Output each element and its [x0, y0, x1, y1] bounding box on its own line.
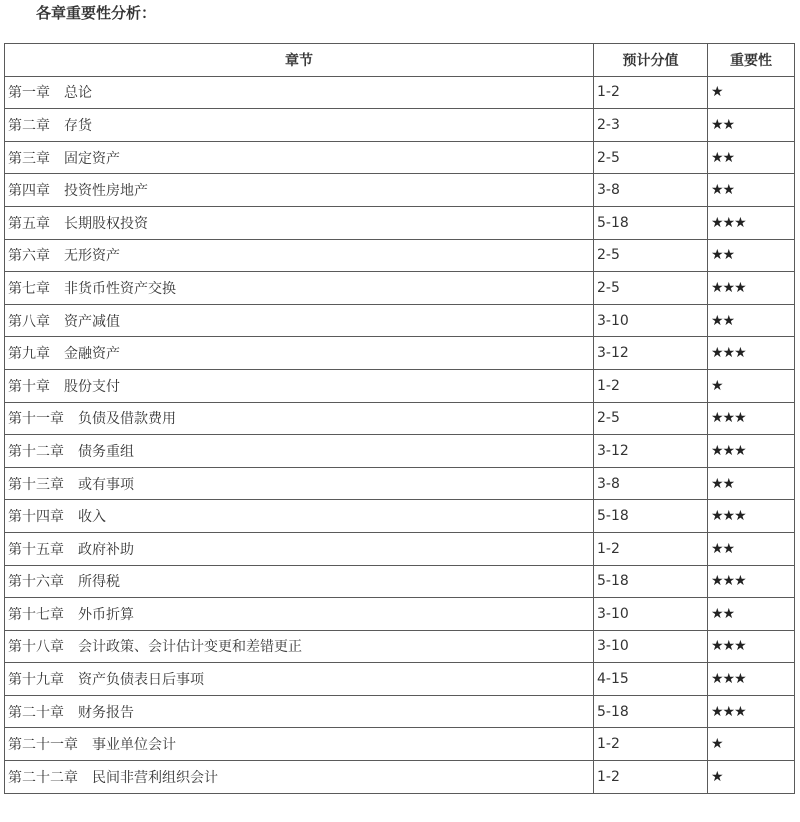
chapter-cell: 第七章 非货币性资产交换	[5, 272, 594, 305]
chapter-cell: 第十八章 会计政策、会计估计变更和差错更正	[5, 630, 594, 663]
chapter-cell: 第一章 总论	[5, 76, 594, 109]
importance-cell	[708, 174, 795, 207]
importance-cell	[708, 76, 795, 109]
page-title: 各章重要性分析：	[36, 4, 157, 22]
score-cell: 5-18	[594, 206, 708, 239]
table-row	[5, 500, 795, 533]
star-rating-icon: ★	[711, 736, 723, 753]
table-row	[5, 369, 795, 402]
importance-cell	[708, 695, 795, 728]
table-row	[5, 304, 795, 337]
star-rating-icon: ★★★	[711, 573, 746, 590]
star-rating-icon: ★	[711, 768, 723, 785]
score-cell: 1-2	[594, 532, 708, 565]
star-rating-icon: ★	[711, 84, 723, 101]
star-rating-icon: ★★★	[711, 638, 746, 655]
importance-cell	[708, 272, 795, 305]
table-row	[5, 76, 795, 109]
chapter-cell: 第二十二章 民间非营利组织会计	[5, 761, 594, 794]
table-row	[5, 467, 795, 500]
chapter-cell: 第十二章 债务重组	[5, 435, 594, 468]
importance-cell	[708, 565, 795, 598]
score-cell: 5-18	[594, 500, 708, 533]
score-cell: 2-5	[594, 239, 708, 272]
chapter-cell: 第十六章 所得税	[5, 565, 594, 598]
table-body	[5, 76, 795, 793]
table-header-row	[5, 44, 795, 77]
importance-cell	[708, 206, 795, 239]
importance-cell	[708, 109, 795, 142]
score-cell: 3-8	[594, 174, 708, 207]
score-cell: 1-2	[594, 76, 708, 109]
chapter-cell: 第二十一章 事业单位会计	[5, 728, 594, 761]
score-cell: 1-2	[594, 728, 708, 761]
importance-cell	[708, 500, 795, 533]
score-cell: 5-18	[594, 695, 708, 728]
star-rating-icon: ★★★	[711, 442, 746, 459]
chapter-importance-table	[4, 43, 795, 794]
importance-cell	[708, 141, 795, 174]
table-row	[5, 565, 795, 598]
chapter-cell: 第三章 固定资产	[5, 141, 594, 174]
table-row	[5, 532, 795, 565]
column-header-importance: 重要性	[708, 44, 795, 77]
table-row	[5, 435, 795, 468]
table-row	[5, 402, 795, 435]
importance-cell	[708, 402, 795, 435]
chapter-cell: 第十九章 资产负债表日后事项	[5, 663, 594, 696]
chapter-cell: 第四章 投资性房地产	[5, 174, 594, 207]
score-cell: 2-5	[594, 402, 708, 435]
chapter-cell: 第十四章 收入	[5, 500, 594, 533]
importance-cell	[708, 337, 795, 370]
score-cell: 4-15	[594, 663, 708, 696]
table-row	[5, 761, 795, 794]
chapter-cell: 第五章 长期股权投资	[5, 206, 594, 239]
table-row	[5, 272, 795, 305]
star-rating-icon: ★	[711, 377, 723, 394]
star-rating-icon: ★★	[711, 149, 735, 166]
table-row	[5, 630, 795, 663]
star-rating-icon: ★★	[711, 116, 735, 133]
column-header-chapter: 章节	[5, 44, 594, 77]
score-cell: 1-2	[594, 369, 708, 402]
chapter-cell: 第十七章 外币折算	[5, 598, 594, 631]
star-rating-icon: ★★★	[711, 214, 746, 231]
table-row	[5, 337, 795, 370]
importance-cell	[708, 761, 795, 794]
importance-cell	[708, 630, 795, 663]
star-rating-icon: ★★	[711, 475, 735, 492]
importance-cell	[708, 239, 795, 272]
score-cell: 1-2	[594, 761, 708, 794]
score-cell: 3-8	[594, 467, 708, 500]
chapter-cell: 第十三章 或有事项	[5, 467, 594, 500]
star-rating-icon: ★★	[711, 247, 735, 264]
importance-cell	[708, 467, 795, 500]
table-row	[5, 695, 795, 728]
chapter-cell: 第十一章 负债及借款费用	[5, 402, 594, 435]
importance-cell	[708, 532, 795, 565]
importance-cell	[708, 598, 795, 631]
star-rating-icon: ★★	[711, 540, 735, 557]
table-row	[5, 239, 795, 272]
star-rating-icon: ★★	[711, 182, 735, 199]
score-cell: 3-12	[594, 435, 708, 468]
table-row	[5, 598, 795, 631]
score-cell: 3-12	[594, 337, 708, 370]
star-rating-icon: ★★★	[711, 671, 746, 688]
star-rating-icon: ★★★	[711, 508, 746, 525]
importance-cell	[708, 304, 795, 337]
score-cell: 5-18	[594, 565, 708, 598]
table-row	[5, 663, 795, 696]
chapter-cell: 第九章 金融资产	[5, 337, 594, 370]
chapter-cell: 第二十章 财务报告	[5, 695, 594, 728]
star-rating-icon: ★★	[711, 605, 735, 622]
chapter-cell: 第十五章 政府补助	[5, 532, 594, 565]
chapter-cell: 第二章 存货	[5, 109, 594, 142]
score-cell: 3-10	[594, 598, 708, 631]
chapter-cell: 第六章 无形资产	[5, 239, 594, 272]
star-rating-icon: ★★★	[711, 345, 746, 362]
table-row	[5, 109, 795, 142]
importance-cell	[708, 435, 795, 468]
score-cell: 2-5	[594, 141, 708, 174]
star-rating-icon: ★★★	[711, 410, 746, 427]
score-cell: 3-10	[594, 304, 708, 337]
table-row	[5, 174, 795, 207]
importance-cell	[708, 663, 795, 696]
star-rating-icon: ★★★	[711, 279, 746, 296]
chapter-cell: 第十章 股份支付	[5, 369, 594, 402]
score-cell: 3-10	[594, 630, 708, 663]
table-row	[5, 728, 795, 761]
star-rating-icon: ★★★	[711, 703, 746, 720]
importance-cell	[708, 728, 795, 761]
importance-cell	[708, 369, 795, 402]
star-rating-icon: ★★	[711, 312, 735, 329]
chapter-cell: 第八章 资产减值	[5, 304, 594, 337]
score-cell: 2-3	[594, 109, 708, 142]
score-cell: 2-5	[594, 272, 708, 305]
table-row	[5, 206, 795, 239]
table-row	[5, 141, 795, 174]
column-header-score: 预计分值	[594, 44, 708, 77]
